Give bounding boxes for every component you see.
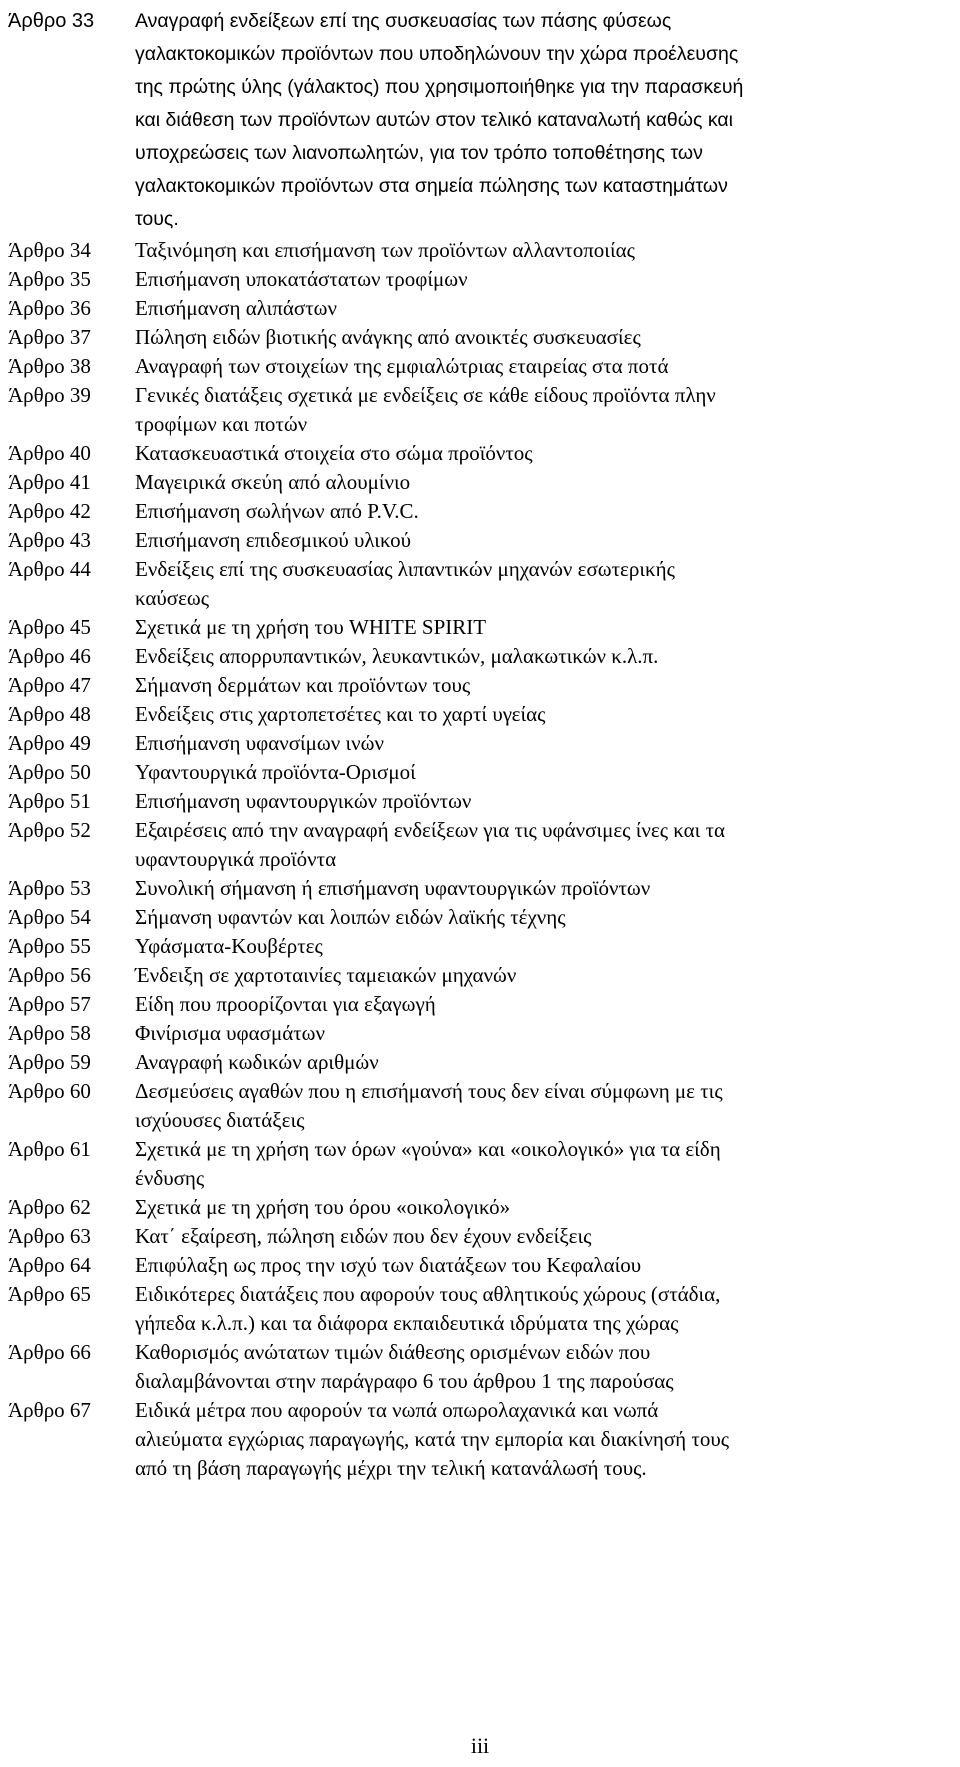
article-number: Άρθρο 51 bbox=[8, 789, 91, 813]
article-title-line: Εξαιρέσεις από την αναγραφή ενδείξεων για τις υφάνσιμες ίνες και τα bbox=[135, 818, 726, 842]
article-number: Άρθρο 56 bbox=[8, 963, 91, 987]
article-title-line: Πώληση ειδών βιοτικής ανάγκης από ανοικτές συσκευασίες bbox=[135, 325, 641, 349]
toc-entry bbox=[8, 990, 952, 1019]
article-title bbox=[135, 236, 952, 265]
article-title bbox=[135, 1251, 952, 1280]
toc-entry bbox=[8, 323, 952, 352]
article-title-line: καύσεως bbox=[135, 586, 210, 610]
article-title-line: της πρώτης ύλης (γάλακτος) που χρησιμοποιήθηκε για την παρασκευή bbox=[135, 76, 744, 98]
article-number: Άρθρο 49 bbox=[8, 731, 91, 755]
article-title-line: Επισήμανση επιδεσμικού υλικού bbox=[135, 528, 411, 552]
toc-entry bbox=[8, 1193, 952, 1222]
article-title-line: Αναγραφή ενδείξεων επί της συσκευασίας των πάσης φύσεως bbox=[135, 10, 672, 32]
article-title bbox=[135, 787, 952, 816]
toc-entry bbox=[8, 468, 952, 497]
article-number: Άρθρο 34 bbox=[8, 238, 91, 262]
article-title bbox=[135, 1019, 952, 1048]
article-number: Άρθρο 42 bbox=[8, 499, 91, 523]
toc-entry bbox=[8, 700, 952, 729]
toc-entry bbox=[8, 671, 952, 700]
article-title bbox=[135, 990, 952, 1019]
toc-entry bbox=[8, 1019, 952, 1048]
article-title-line: Επιφύλαξη ως προς την ισχύ των διατάξεων του Κεφαλαίου bbox=[135, 1253, 642, 1277]
toc-entry bbox=[8, 1280, 952, 1338]
article-title-line: Ειδικότερες διατάξεις που αφορούν τους αθλητικούς χώρους (στάδια, bbox=[135, 1282, 721, 1306]
article-number: Άρθρο 67 bbox=[8, 1398, 91, 1422]
toc-entry bbox=[8, 932, 952, 961]
article-title bbox=[135, 903, 952, 932]
article-title-line: διαλαμβάνονται στην παράγραφο 6 του άρθρου 1 της παρούσας bbox=[135, 1369, 674, 1393]
article-title bbox=[135, 323, 952, 352]
article-number: Άρθρο 36 bbox=[8, 296, 91, 320]
article-title-line: Επισήμανση υποκατάστατων τροφίμων bbox=[135, 267, 468, 291]
article-title bbox=[135, 2, 952, 236]
article-title-line: Ένδειξη σε χαρτοταινίες ταμειακών μηχανών bbox=[135, 963, 517, 987]
article-title bbox=[135, 468, 952, 497]
article-title-line: Ταξινόμηση και επισήμανση των προϊόντων αλλαντοποιίας bbox=[135, 238, 635, 262]
toc-entry bbox=[8, 294, 952, 323]
article-title bbox=[135, 961, 952, 990]
article-title-line: Υφάσματα-Κουβέρτες bbox=[135, 934, 323, 958]
article-number: Άρθρο 47 bbox=[8, 673, 91, 697]
article-title-line: γήπεδα κ.λ.π.) και τα διάφορα εκπαιδευτικά ιδρύματα της χώρας bbox=[135, 1311, 679, 1335]
article-number: Άρθρο 64 bbox=[8, 1253, 91, 1277]
article-number: Άρθρο 60 bbox=[8, 1079, 91, 1103]
article-title bbox=[135, 932, 952, 961]
article-title-line: Υφαντουργικά προϊόντα-Ορισμοί bbox=[135, 760, 416, 784]
article-number: Άρθρο 43 bbox=[8, 528, 91, 552]
article-number: Άρθρο 37 bbox=[8, 325, 91, 349]
article-number: Άρθρο 48 bbox=[8, 702, 91, 726]
article-number: Άρθρο 59 bbox=[8, 1050, 91, 1074]
toc-entry bbox=[8, 787, 952, 816]
article-number: Άρθρο 57 bbox=[8, 992, 91, 1016]
toc-entry bbox=[8, 961, 952, 990]
article-title-line: Αναγραφή κωδικών αριθμών bbox=[135, 1050, 379, 1074]
toc-entry bbox=[8, 613, 952, 642]
article-title-line: Επισήμανση αλιπάστων bbox=[135, 296, 337, 320]
page-number: iii bbox=[470, 1733, 490, 1758]
article-number: Άρθρο 46 bbox=[8, 644, 91, 668]
toc-entry bbox=[8, 729, 952, 758]
article-number: Άρθρο 65 bbox=[8, 1282, 91, 1306]
article-title bbox=[135, 700, 952, 729]
article-title bbox=[135, 381, 952, 439]
article-title-line: Δεσμεύσεις αγαθών που η επισήμανσή τους δεν είναι σύμφωνη με τις bbox=[135, 1079, 723, 1103]
article-title-line: και διάθεση των προϊόντων αυτών στον τελικό καταναλωτή καθώς και bbox=[135, 109, 733, 131]
article-title bbox=[135, 613, 952, 642]
article-title bbox=[135, 497, 952, 526]
article-title bbox=[135, 265, 952, 294]
article-title-line: Επισήμανση σωλήνων από P.V.C. bbox=[135, 499, 419, 523]
article-title-line: Σχετικά με τη χρήση των όρων «γούνα» και «οικολογικό» για τα είδη bbox=[135, 1137, 721, 1161]
article-title-line: Σχετικά με τη χρήση του WHITE SPIRIT bbox=[135, 615, 487, 639]
article-title-line: Ενδείξεις στις χαρτοπετσέτες και το χαρτί υγείας bbox=[135, 702, 546, 726]
toc-entry bbox=[8, 816, 952, 874]
article-title-line: Είδη που προορίζονται για εξαγωγή bbox=[135, 992, 436, 1016]
toc-entry bbox=[8, 1251, 952, 1280]
article-title-line: Ειδικά μέτρα που αφορούν τα νωπά οπωρολαχανικά και νωπά bbox=[135, 1398, 659, 1422]
article-number: Άρθρο 62 bbox=[8, 1195, 91, 1219]
article-title-line: Κατ΄ εξαίρεση, πώληση ειδών που δεν έχουν ενδείξεις bbox=[135, 1224, 592, 1248]
article-number: Άρθρο 38 bbox=[8, 354, 91, 378]
toc-entry bbox=[8, 1048, 952, 1077]
article-title-line: Καθορισμός ανώτατων τιμών διάθεσης ορισμένων ειδών που bbox=[135, 1340, 651, 1364]
article-number: Άρθρο 54 bbox=[8, 905, 91, 929]
article-title bbox=[135, 1135, 952, 1193]
article-title-line: Σχετικά με τη χρήση του όρου «οικολογικό» bbox=[135, 1195, 511, 1219]
article-title bbox=[135, 1048, 952, 1077]
article-title-line: Επισήμανση υφαντουργικών προϊόντων bbox=[135, 789, 472, 813]
article-title-line: Κατασκευαστικά στοιχεία στο σώμα προϊόντος bbox=[135, 441, 533, 465]
article-number: Άρθρο 63 bbox=[8, 1224, 91, 1248]
article-number: Άρθρο 52 bbox=[8, 818, 91, 842]
article-title bbox=[135, 671, 952, 700]
article-title-line: τους. bbox=[135, 208, 179, 230]
article-title-line: υποχρεώσεις των λιανοπωλητών, για τον τρόπο τοποθέτησης των bbox=[135, 142, 703, 164]
article-title-line: Φινίρισμα υφασμάτων bbox=[135, 1021, 325, 1045]
table-of-contents bbox=[8, 2, 952, 1483]
toc-entry bbox=[8, 874, 952, 903]
toc-entry bbox=[8, 758, 952, 787]
toc-entry bbox=[8, 555, 952, 613]
article-title-line: Ενδείξεις απορρυπαντικών, λευκαντικών, μαλακωτικών κ.λ.π. bbox=[135, 644, 659, 668]
toc-entry bbox=[8, 265, 952, 294]
article-title bbox=[135, 1280, 952, 1338]
article-title-line: υφαντουργικά προϊόντα bbox=[135, 847, 337, 871]
article-title bbox=[135, 526, 952, 555]
article-number: Άρθρο 40 bbox=[8, 441, 91, 465]
article-number: Άρθρο 33 bbox=[8, 10, 95, 32]
article-title-line: Μαγειρικά σκεύη από αλουμίνιο bbox=[135, 470, 411, 494]
article-number: Άρθρο 35 bbox=[8, 267, 91, 291]
article-title bbox=[135, 555, 952, 613]
article-number: Άρθρο 44 bbox=[8, 557, 91, 581]
toc-entry bbox=[8, 2, 952, 236]
article-number: Άρθρο 45 bbox=[8, 615, 91, 639]
article-title bbox=[135, 1077, 952, 1135]
article-title-line: Ενδείξεις επί της συσκευασίας λιπαντικών μηχανών εσωτερικής bbox=[135, 557, 675, 581]
article-number: Άρθρο 61 bbox=[8, 1137, 91, 1161]
article-title-line: Σήμανση υφαντών και λοιπών ειδών λαϊκής τέχνης bbox=[135, 905, 566, 929]
article-title bbox=[135, 1222, 952, 1251]
article-title-line: Συνολική σήμανση ή επισήμανση υφαντουργικών προϊόντων bbox=[135, 876, 651, 900]
toc-entry bbox=[8, 903, 952, 932]
article-title-line: ισχύουσες διατάξεις bbox=[135, 1108, 305, 1132]
article-title bbox=[135, 642, 952, 671]
article-title bbox=[135, 758, 952, 787]
article-title-line: Αναγραφή των στοιχείων της εμφιαλώτριας εταιρείας στα ποτά bbox=[135, 354, 669, 378]
toc-entry bbox=[8, 236, 952, 265]
article-title bbox=[135, 874, 952, 903]
article-number: Άρθρο 41 bbox=[8, 470, 91, 494]
article-number: Άρθρο 66 bbox=[8, 1340, 91, 1364]
toc-entry bbox=[8, 526, 952, 555]
toc-entry bbox=[8, 642, 952, 671]
article-title-line: τροφίμων και ποτών bbox=[135, 412, 308, 436]
article-title bbox=[135, 1193, 952, 1222]
article-number: Άρθρο 55 bbox=[8, 934, 91, 958]
article-number: Άρθρο 50 bbox=[8, 760, 91, 784]
article-title-line: γαλακτοκομικών προϊόντων στα σημεία πώλησης των καταστημάτων bbox=[135, 175, 728, 197]
toc-entry bbox=[8, 352, 952, 381]
article-title-line: αλιεύματα εγχώριας παραγωγής, κατά την εμπορία και διακίνησή τους bbox=[135, 1427, 730, 1451]
toc-entry bbox=[8, 1077, 952, 1135]
article-title bbox=[135, 816, 952, 874]
toc-entry bbox=[8, 1396, 952, 1483]
toc-entry bbox=[8, 381, 952, 439]
article-title-line: Γενικές διατάξεις σχετικά με ενδείξεις σε κάθε είδους προϊόντα πλην bbox=[135, 383, 716, 407]
article-title bbox=[135, 439, 952, 468]
article-title-line: γαλακτοκομικών προϊόντων που υποδηλώνουν την χώρα προέλευσης bbox=[135, 43, 739, 65]
article-number: Άρθρο 58 bbox=[8, 1021, 91, 1045]
article-number: Άρθρο 53 bbox=[8, 876, 91, 900]
toc-entry bbox=[8, 1338, 952, 1396]
article-title-line: Σήμανση δερμάτων και προϊόντων τους bbox=[135, 673, 471, 697]
toc-entry bbox=[8, 439, 952, 468]
article-title bbox=[135, 1396, 952, 1483]
article-title bbox=[135, 729, 952, 758]
article-title-line: Επισήμανση υφανσίμων ινών bbox=[135, 731, 384, 755]
toc-entry bbox=[8, 497, 952, 526]
toc-entry bbox=[8, 1222, 952, 1251]
article-title bbox=[135, 294, 952, 323]
toc-entry bbox=[8, 1135, 952, 1193]
article-title-line: από τη βάση παραγωγής μέχρι την τελική κατανάλωσή τους. bbox=[135, 1456, 647, 1480]
article-title-line: ένδυσης bbox=[135, 1166, 205, 1190]
article-number: Άρθρο 39 bbox=[8, 383, 91, 407]
article-title bbox=[135, 1338, 952, 1396]
article-title bbox=[135, 352, 952, 381]
